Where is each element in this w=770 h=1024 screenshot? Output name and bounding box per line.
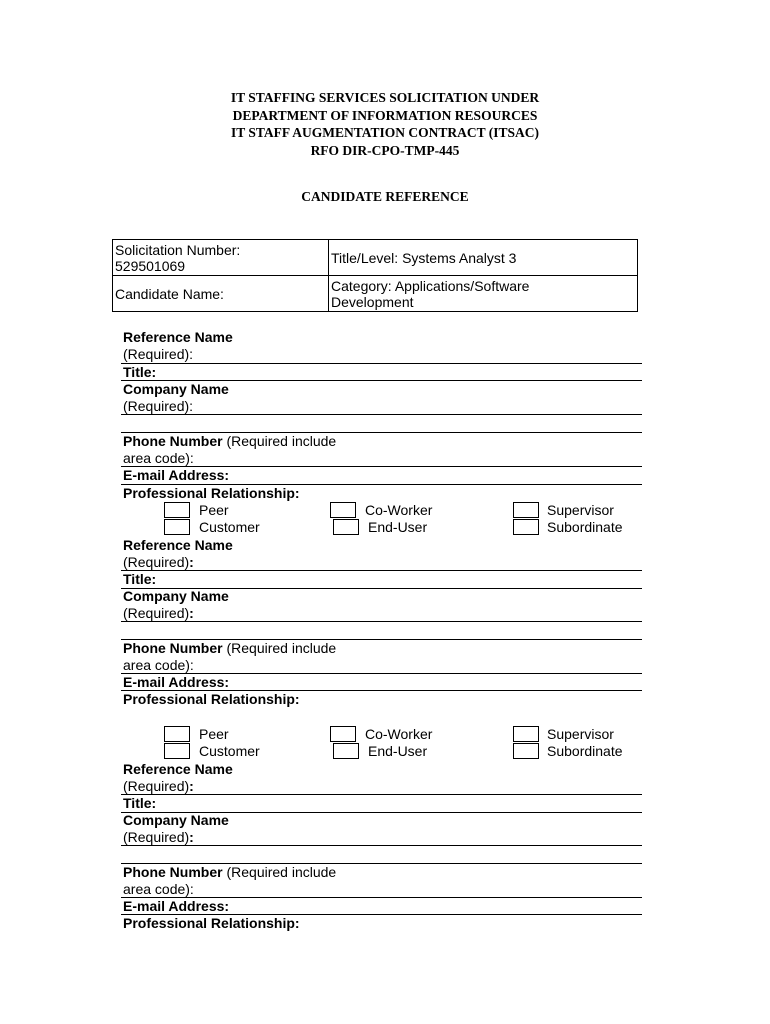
customer-checkbox[interactable]	[164, 743, 190, 759]
email-label: E-mail Address:	[123, 898, 230, 914]
document-header	[0, 89, 770, 159]
title-label: Title:	[123, 571, 157, 587]
email-label: E-mail Address:	[123, 674, 230, 690]
phone-number-area-code: area code):	[123, 450, 194, 466]
category-line-1: Category: Applications/Software	[331, 277, 530, 294]
phone-number-area-code: area code):	[123, 881, 194, 897]
colon: :	[189, 605, 194, 621]
phone-number-note: (Required include	[222, 433, 337, 449]
email-label: E-mail Address:	[123, 467, 230, 483]
reference-name-field[interactable]	[121, 363, 642, 364]
reference-name-field[interactable]	[121, 794, 642, 795]
phone-number-note: (Required include	[222, 640, 337, 656]
candidate-name-label: Candidate Name:	[115, 285, 224, 302]
category-cell	[329, 276, 638, 312]
subordinate-checkbox[interactable]	[513, 743, 539, 759]
phone-number-note: (Required include	[222, 864, 337, 880]
colon: :	[189, 829, 194, 845]
reference-name-label: Reference Name	[123, 537, 233, 553]
reference-name-required	[123, 778, 194, 795]
company-name-required	[123, 605, 194, 622]
header-line-3: IT STAFF AUGMENTATION CONTRACT (ITSAC)	[230, 125, 540, 140]
candidate-info-table	[112, 239, 638, 312]
title-label: Title:	[123, 795, 157, 811]
title-label: Title:	[123, 364, 157, 380]
coworker-label: Co-Worker	[365, 726, 433, 742]
supervisor-checkbox[interactable]	[513, 502, 539, 518]
company-name-label: Company Name	[123, 588, 229, 604]
coworker-checkbox[interactable]	[330, 502, 356, 518]
header-line-1: IT STAFFING SERVICES SOLICITATION UNDER	[230, 90, 540, 105]
colon: :	[189, 778, 194, 794]
reference-name-label: Reference Name	[123, 761, 233, 777]
solicitation-number-cell	[113, 240, 329, 276]
subordinate-checkbox[interactable]	[513, 519, 539, 535]
relationship-label: Professional Relationship:	[123, 915, 300, 931]
relationship-label: Professional Relationship:	[123, 691, 300, 707]
enduser-checkbox[interactable]	[333, 519, 359, 535]
required-text: (Required)	[123, 605, 190, 621]
customer-label: Customer	[199, 743, 260, 759]
reference-name-label: Reference Name	[123, 329, 233, 345]
customer-label: Customer	[199, 519, 260, 535]
required-text: (Required)	[123, 829, 190, 845]
title-level-cell	[329, 240, 638, 276]
peer-label: Peer	[199, 502, 229, 518]
phone-number-label	[123, 864, 336, 881]
form-title: CANDIDATE REFERENCE	[301, 189, 469, 204]
subordinate-label: Subordinate	[547, 743, 623, 759]
subordinate-label: Subordinate	[547, 519, 623, 535]
company-name-label: Company Name	[123, 381, 229, 397]
reference-name-required	[123, 554, 194, 571]
company-name-required	[123, 829, 194, 846]
category-line-2: Development	[331, 293, 414, 310]
title-level: Title/Level: Systems Analyst 3	[331, 249, 517, 266]
phone-number-label	[123, 640, 336, 657]
supervisor-checkbox[interactable]	[513, 726, 539, 742]
company-name-label: Company Name	[123, 812, 229, 828]
phone-number-area-code: area code):	[123, 657, 194, 673]
colon: :	[189, 554, 194, 570]
supervisor-label: Supervisor	[547, 502, 614, 518]
customer-checkbox[interactable]	[164, 519, 190, 535]
peer-checkbox[interactable]	[164, 726, 190, 742]
company-name-field[interactable]	[121, 845, 642, 846]
reference-name-required: (Required):	[123, 346, 194, 362]
required-text: (Required)	[123, 554, 190, 570]
coworker-label: Co-Worker	[365, 502, 433, 518]
candidate-name-cell[interactable]	[113, 276, 329, 312]
phone-number-label	[123, 433, 336, 450]
phone-number-bold: Phone Number	[123, 864, 223, 880]
header-line-2: DEPARTMENT OF INFORMATION RESOURCES	[232, 107, 538, 123]
relationship-label: Professional Relationship:	[123, 485, 300, 501]
required-text: (Required)	[123, 778, 190, 794]
supervisor-label: Supervisor	[547, 726, 614, 742]
company-name-field[interactable]	[121, 621, 642, 622]
solicitation-value: 529501069	[115, 257, 186, 274]
peer-checkbox[interactable]	[164, 502, 190, 518]
coworker-checkbox[interactable]	[330, 726, 356, 742]
enduser-label: End-User	[368, 519, 428, 535]
enduser-checkbox[interactable]	[333, 743, 359, 759]
solicitation-label: Solicitation Number:	[115, 241, 241, 258]
phone-number-bold: Phone Number	[123, 433, 223, 449]
enduser-label: End-User	[368, 743, 428, 759]
header-line-4: RFO DIR-CPO-TMP-445	[310, 142, 460, 158]
phone-number-bold: Phone Number	[123, 640, 223, 656]
company-name-field[interactable]	[121, 414, 642, 415]
peer-label: Peer	[199, 726, 229, 742]
reference-name-field[interactable]	[121, 570, 642, 571]
company-name-required: (Required):	[123, 398, 194, 414]
